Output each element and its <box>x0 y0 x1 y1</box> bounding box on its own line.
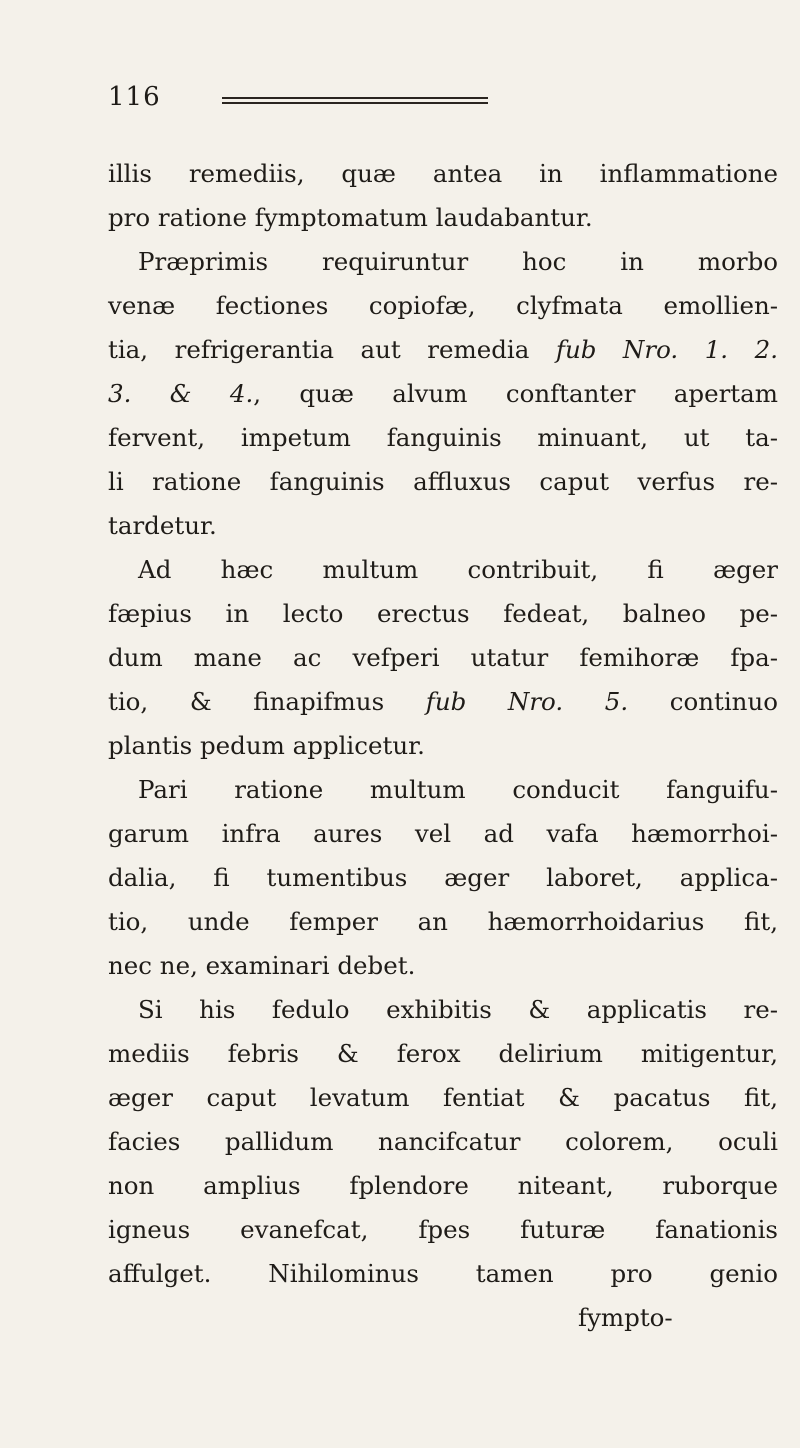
text-line: tardetur. <box>108 511 217 540</box>
text-line: non amplius fplendore niteant, ruborque <box>108 1171 778 1200</box>
text-line: tia, refrigerantia aut remedia fub Nro. 1. 2. <box>108 335 778 364</box>
text-line: Si his fedulo exhibitis & applicatis re- <box>138 995 778 1024</box>
text-line: æger caput levatum fentiat & pacatus fit, <box>108 1083 778 1112</box>
text-line: 3. & 4., quæ alvum conftanter apertam <box>108 379 778 408</box>
text-line: igneus evanefcat, fpes futuræ fanationis <box>108 1215 778 1244</box>
text-line: tio, & finapifmus fub Nro. 5. continuo <box>108 687 778 716</box>
text-line: li ratione fanguinis affluxus caput verfus re- <box>108 467 778 496</box>
text-line: dalia, fi tumentibus æger laboret, applica- <box>108 863 778 892</box>
text-line: venæ fectiones copiofæ, clyfmata emollien- <box>108 291 778 320</box>
body-text <box>108 152 778 1340</box>
text-line: Præprimis requiruntur hoc in morbo <box>138 247 778 276</box>
text-line: tio, unde femper an hæmorrhoidarius fit, <box>108 907 778 936</box>
text-line: garum infra aures vel ad vafa hæmorrhoi- <box>108 819 778 848</box>
catchword: fympto- <box>578 1303 673 1332</box>
text-line: fæpius in lecto erectus fedeat, balneo pe- <box>108 599 778 628</box>
text-line: illis remediis, quæ antea in inflammatione <box>108 159 778 188</box>
text-line: fervent, impetum fanguinis minuant, ut ta- <box>108 423 778 452</box>
text-line: dum mane ac vefperi utatur femihoræ fpa- <box>108 643 778 672</box>
text-line: facies pallidum nancifcatur colorem, oculi <box>108 1127 778 1156</box>
text-line: Pari ratione multum conducit fanguifu- <box>138 775 778 804</box>
header-double-rule <box>222 96 488 106</box>
text-line: plantis pedum applicetur. <box>108 731 425 760</box>
text-line: Ad hæc multum contribuit, fi æger <box>138 555 778 584</box>
page-number: 116 <box>108 82 161 112</box>
text-line: nec ne, examinari debet. <box>108 951 416 980</box>
text-line: mediis febris & ferox delirium mitigentur, <box>108 1039 778 1068</box>
text-line: pro ratione fymptomatum laudabantur. <box>108 203 593 232</box>
text-line: affulget. Nihilominus tamen pro genio <box>108 1259 778 1288</box>
